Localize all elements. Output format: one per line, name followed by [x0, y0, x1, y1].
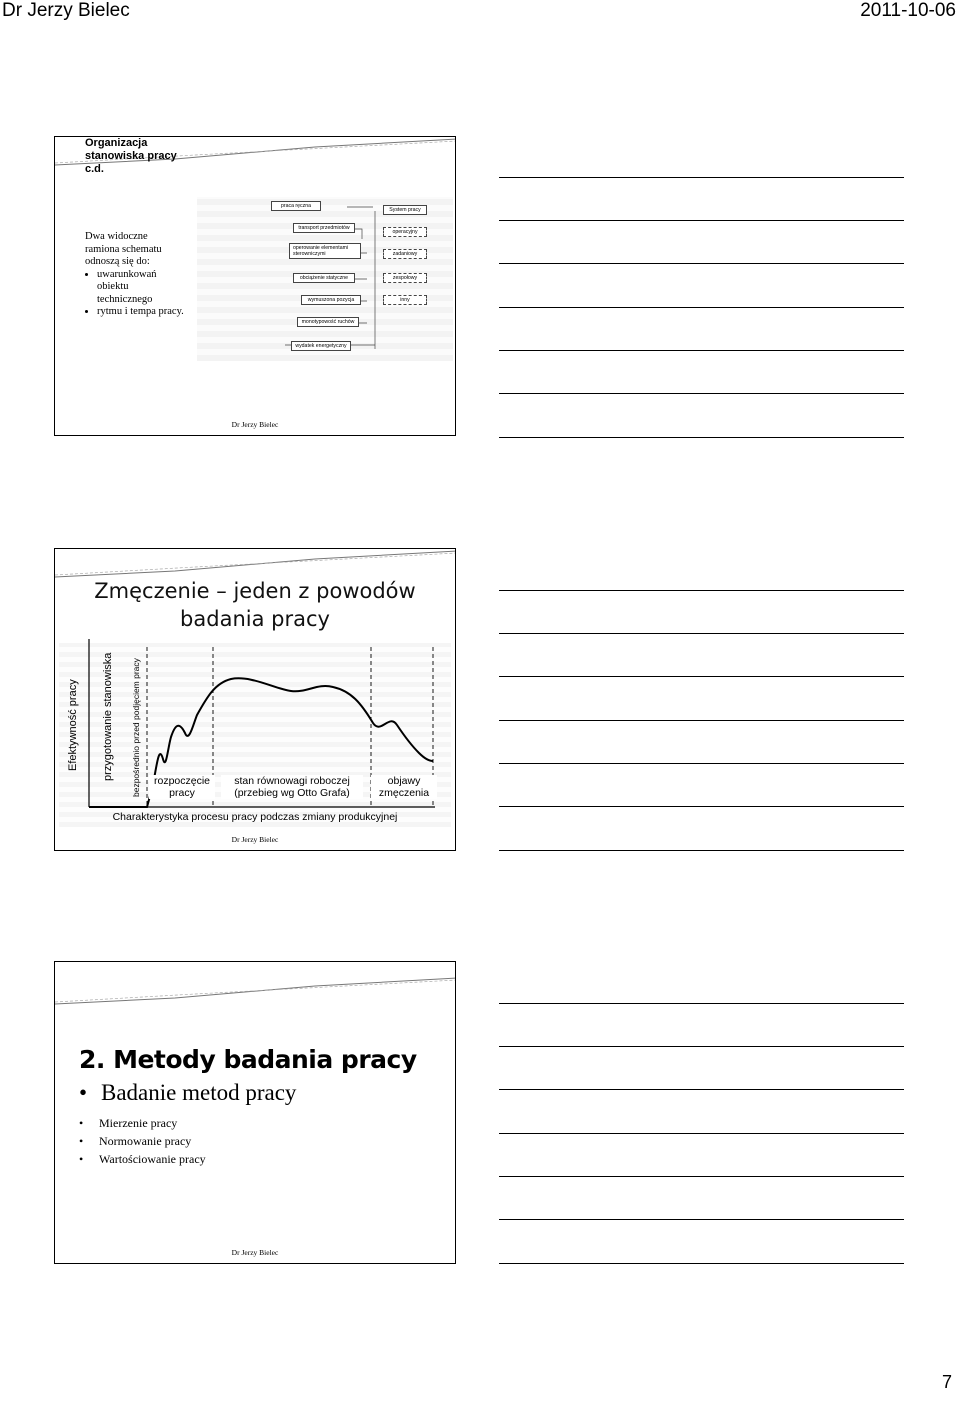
region-label: objawy zmęczenia: [371, 775, 437, 799]
work-process-chart: [55, 549, 456, 851]
diagram-box: inny: [383, 295, 427, 305]
phase-label: bezpośrednio przed podjęciem pracy: [131, 658, 141, 797]
slide-3: [54, 961, 456, 1264]
slide-footer: Dr Jerzy Bielec: [231, 420, 279, 429]
slide-2: [54, 548, 456, 851]
y-axis-label: Efektywność pracy: [67, 679, 79, 771]
list-item: • Mierzenie pracy: [79, 1114, 206, 1132]
diagram-box: operowanie elementami sterowniczymi: [289, 243, 361, 259]
diagram-box: System pracy: [383, 205, 427, 215]
slide-3-title: 2. Metody badania pracy: [79, 1045, 417, 1074]
diagram-box: obciążenie statyczne: [293, 273, 355, 283]
diagram-box: monotypowość ruchów: [297, 317, 359, 327]
slide-footer: Dr Jerzy Bielec: [231, 835, 279, 844]
chart-caption: Charakterystyka procesu pracy podczas zmiany produkcyjnej: [112, 811, 398, 823]
diagram-box: praca ręczna: [271, 201, 321, 211]
diagram-box: zadaniowy: [383, 249, 427, 259]
diagram-box: wymuszona pozycja: [301, 295, 361, 305]
region-label: stan równowagi roboczej (przebieg wg Otto Grafa): [221, 775, 363, 799]
diagram-box: operacyjny: [383, 227, 427, 237]
diagram-box: wydatek energetyczny: [291, 341, 351, 351]
header-date: 2011-10-06: [860, 0, 956, 21]
slide-footer: Dr Jerzy Bielec: [231, 1248, 279, 1257]
page-number: 7: [941, 1372, 952, 1392]
bullet-item: • uwarunkowań obiektu technicznego: [97, 269, 185, 307]
diagram-box: transport przedmiotów: [293, 223, 355, 233]
main-bullet: • Badanie metod pracy: [79, 1080, 296, 1106]
phase-label: przygotowanie stanowiska: [102, 652, 114, 781]
diagram-box: zespołowy: [383, 273, 427, 283]
slide-1-body: Dwa widoczne ramiona schematu odnoszą się do: • uwarunkowań obiektu technicznego • rytmu i tempa pracy.: [85, 231, 185, 319]
list-item: • Wartościowanie pracy: [79, 1150, 206, 1168]
region-label: rozpoczęcie pracy: [149, 775, 215, 799]
slide-2-title: Zmęczenie – jeden z powodów badania pracy: [94, 579, 416, 631]
sub-bullet-list: [79, 1114, 206, 1168]
bullet-item: • rytmu i tempa pracy.: [97, 306, 185, 319]
header-author: Dr Jerzy Bielec: [2, 0, 130, 21]
slide-decoration: [55, 962, 456, 1012]
work-system-diagram: [197, 197, 453, 361]
slide-1-title: Organizacja stanowiska pracy c.d.: [85, 137, 177, 175]
list-item: • Normowanie pracy: [79, 1132, 206, 1150]
slide-1: [54, 136, 456, 436]
